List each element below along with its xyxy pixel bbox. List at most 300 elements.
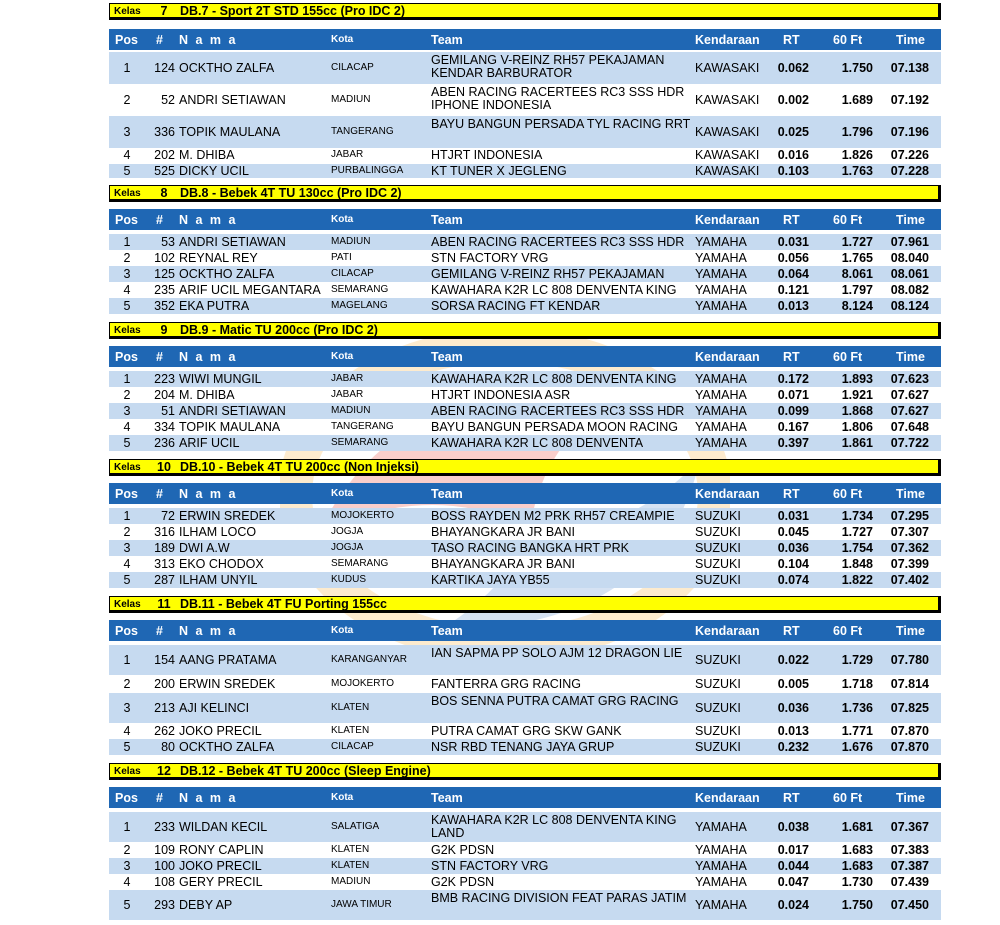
column-header-rt: RT	[783, 33, 800, 47]
cell-sixty: 8.124	[841, 299, 873, 313]
column-header-pos: Pos	[115, 213, 138, 227]
cell-team: ABEN RACING RACERTEES RC3 SSS HDR	[431, 404, 685, 418]
class-number: 7	[160, 4, 168, 18]
cell-no: 233	[154, 820, 175, 834]
column-header-time: Time	[896, 33, 925, 47]
cell-kota: KARANGANYAR	[331, 654, 407, 665]
cell-kota: CILACAP	[331, 62, 374, 73]
cell-name: M. DHIBA	[179, 148, 235, 162]
cell-kendaraan: SUZUKI	[695, 509, 741, 523]
cell-kota: JABAR	[331, 389, 364, 400]
column-header-sixty_ft: 60 Ft	[833, 624, 863, 638]
column-header-name: N a m a	[179, 350, 238, 364]
table-row	[109, 508, 941, 524]
cell-sixty: 1.822	[841, 573, 873, 587]
cell-pos: 5	[123, 436, 131, 450]
cell-kendaraan: YAMAHA	[695, 420, 747, 434]
cell-team: NSR RBD TENANG JAYA GRUP	[431, 740, 615, 754]
class-number: 8	[160, 186, 168, 200]
cell-rt: 0.022	[777, 653, 809, 667]
table-row	[109, 52, 941, 84]
cell-sixty: 1.765	[841, 251, 873, 265]
cell-kendaraan: YAMAHA	[695, 404, 747, 418]
cell-no: 334	[154, 420, 175, 434]
kelas-label: Kelas	[114, 599, 141, 610]
column-header-kota: Kota	[331, 351, 354, 362]
cell-time: 07.870	[890, 724, 929, 738]
class-title-bar	[109, 3, 941, 20]
cell-no: 223	[154, 372, 175, 386]
cell-team: BOS SENNA PUTRA CAMAT GRG RACING	[431, 694, 679, 708]
cell-kota: SEMARANG	[331, 284, 389, 295]
cell-name: AJI KELINCI	[179, 701, 250, 715]
cell-name: DICKY UCIL	[179, 164, 249, 178]
cell-kendaraan: SUZUKI	[695, 701, 741, 715]
cell-time: 07.307	[890, 525, 929, 539]
cell-team: HTJRT INDONESIA	[431, 148, 543, 162]
cell-pos: 2	[123, 388, 131, 402]
column-header-kendaraan: Kendaraan	[695, 791, 760, 805]
cell-rt: 0.071	[777, 388, 809, 402]
cell-kota: JABAR	[331, 373, 364, 384]
cell-kendaraan: SUZUKI	[695, 740, 741, 754]
column-header-name: N a m a	[179, 33, 238, 47]
cell-team: BOSS RAYDEN M2 PRK RH57 CREAMPIE	[431, 509, 675, 523]
class-title: DB.12 - Bebek 4T TU 200cc (Sleep Engine)	[180, 764, 431, 778]
cell-pos: 3	[123, 859, 131, 873]
cell-time: 07.226	[890, 148, 929, 162]
cell-time: 07.627	[890, 404, 929, 418]
class-title: DB.10 - Bebek 4T TU 200cc (Non Injeksi)	[180, 460, 419, 474]
cell-kota: CILACAP	[331, 741, 374, 752]
cell-time: 07.402	[890, 573, 929, 587]
cell-sixty: 1.689	[841, 93, 873, 107]
cell-rt: 0.104	[777, 557, 809, 571]
cell-time: 07.623	[890, 372, 929, 386]
cell-team: ABEN RACING RACERTEES RC3 SSS HDR	[431, 235, 685, 249]
class-title: DB.8 - Bebek 4T TU 130cc (Pro IDC 2)	[180, 186, 402, 200]
cell-team: KARTIKA JAYA YB55	[431, 573, 550, 587]
cell-rt: 0.025	[777, 125, 809, 139]
cell-pos: 2	[123, 251, 131, 265]
cell-kota: CILACAP	[331, 268, 374, 279]
cell-time: 07.439	[890, 875, 929, 889]
cell-name: EKO CHODOX	[179, 557, 264, 571]
column-header-pos: Pos	[115, 624, 138, 638]
kelas-label: Kelas	[114, 188, 141, 199]
column-header-kendaraan: Kendaraan	[695, 624, 760, 638]
column-header-rt: RT	[783, 487, 800, 501]
cell-kendaraan: SUZUKI	[695, 653, 741, 667]
column-header-name: N a m a	[179, 213, 238, 227]
column-header-sixty_ft: 60 Ft	[833, 487, 863, 501]
class-number: 10	[157, 460, 171, 474]
cell-name: JOKO PRECIL	[179, 724, 262, 738]
column-header-time: Time	[896, 350, 925, 364]
table-header	[109, 346, 941, 367]
column-header-rt: RT	[783, 624, 800, 638]
cell-team: BAYU BANGUN PERSADA MOON RACING	[431, 420, 679, 434]
cell-no: 287	[154, 573, 175, 587]
cell-kendaraan: YAMAHA	[695, 436, 747, 450]
cell-sixty: 1.730	[841, 875, 873, 889]
table-row	[109, 116, 941, 148]
cell-rt: 0.047	[777, 875, 809, 889]
cell-sixty: 1.750	[841, 61, 873, 75]
column-header-time: Time	[896, 213, 925, 227]
kelas-label: Kelas	[114, 462, 141, 473]
column-header-time: Time	[896, 791, 925, 805]
cell-name: ANDRI SETIAWAN	[179, 404, 286, 418]
cell-rt: 0.013	[777, 724, 809, 738]
cell-no: 352	[154, 299, 175, 313]
table-row	[109, 387, 941, 403]
cell-kendaraan: SUZUKI	[695, 525, 741, 539]
cell-kota: KLATEN	[331, 725, 370, 736]
cell-kota: SEMARANG	[331, 437, 389, 448]
cell-pos: 5	[123, 573, 131, 587]
column-header-name: N a m a	[179, 487, 238, 501]
cell-time: 07.627	[890, 388, 929, 402]
cell-time: 07.138	[890, 61, 929, 75]
cell-kota: MADIUN	[331, 876, 371, 887]
cell-team: KAWAHARA K2R LC 808 DENVENTA KING	[431, 372, 677, 386]
cell-pos: 4	[123, 724, 131, 738]
table-row	[109, 723, 941, 739]
cell-kendaraan: YAMAHA	[695, 875, 747, 889]
column-header-rt: RT	[783, 213, 800, 227]
cell-time: 07.450	[890, 898, 929, 912]
cell-rt: 0.016	[777, 148, 809, 162]
cell-pos: 4	[123, 420, 131, 434]
cell-kota: JAWA TIMUR	[331, 899, 392, 910]
cell-name: OCKTHO ZALFA	[179, 740, 275, 754]
cell-kendaraan: YAMAHA	[695, 372, 747, 386]
table-header	[109, 620, 941, 641]
cell-no: 213	[154, 701, 175, 715]
class-title: DB.7 - Sport 2T STD 155cc (Pro IDC 2)	[180, 4, 406, 18]
cell-sixty: 8.061	[841, 267, 873, 281]
cell-kendaraan: KAWASAKI	[695, 61, 760, 75]
cell-kendaraan: SUZUKI	[695, 541, 741, 555]
cell-time: 07.367	[890, 820, 929, 834]
column-header-team: Team	[431, 791, 463, 805]
table-row	[109, 842, 941, 858]
cell-kendaraan: YAMAHA	[695, 283, 747, 297]
table-row	[109, 371, 941, 387]
cell-rt: 0.099	[777, 404, 809, 418]
cell-name: M. DHIBA	[179, 388, 235, 402]
cell-kota: PURBALINGGA	[331, 165, 404, 176]
cell-team: SORSA RACING FT KENDAR	[431, 299, 601, 313]
column-header-kendaraan: Kendaraan	[695, 213, 760, 227]
cell-kota: JABAR	[331, 149, 364, 160]
cell-no: 336	[154, 125, 175, 139]
column-header-name: N a m a	[179, 791, 238, 805]
column-header-team: Team	[431, 487, 463, 501]
cell-pos: 2	[123, 677, 131, 691]
cell-no: 293	[154, 898, 175, 912]
cell-pos: 4	[123, 875, 131, 889]
table-row	[109, 282, 941, 298]
cell-kota: MADIUN	[331, 94, 371, 105]
cell-pos: 2	[123, 843, 131, 857]
cell-kendaraan: SUZUKI	[695, 557, 741, 571]
cell-pos: 4	[123, 557, 131, 571]
column-header-no: #	[156, 33, 163, 47]
cell-no: 100	[154, 859, 175, 873]
cell-pos: 2	[123, 525, 131, 539]
cell-kendaraan: YAMAHA	[695, 859, 747, 873]
cell-pos: 1	[123, 372, 131, 386]
cell-kota: PATI	[331, 252, 352, 263]
cell-rt: 0.232	[777, 740, 809, 754]
cell-no: 525	[154, 164, 175, 178]
cell-kota: KLATEN	[331, 844, 370, 855]
column-header-kendaraan: Kendaraan	[695, 33, 760, 47]
cell-kota: SALATIGA	[331, 821, 380, 832]
column-header-kota: Kota	[331, 34, 354, 45]
cell-kota: KUDUS	[331, 574, 367, 585]
table-row	[109, 266, 941, 282]
cell-no: 80	[161, 740, 175, 754]
cell-kota: MADIUN	[331, 405, 371, 416]
class-title-bar	[109, 322, 941, 339]
cell-pos: 5	[123, 740, 131, 754]
class-number: 11	[157, 597, 171, 611]
cell-name: OCKTHO ZALFA	[179, 267, 275, 281]
cell-time: 07.196	[890, 125, 929, 139]
cell-kendaraan: KAWASAKI	[695, 164, 760, 178]
cell-time: 08.040	[890, 251, 929, 265]
cell-time: 07.383	[890, 843, 929, 857]
cell-sixty: 1.750	[841, 898, 873, 912]
cell-name: EKA PUTRA	[179, 299, 250, 313]
cell-kendaraan: KAWASAKI	[695, 125, 760, 139]
cell-kendaraan: KAWASAKI	[695, 93, 760, 107]
cell-name: ILHAM LOCO	[179, 525, 257, 539]
class-title-bar	[109, 459, 941, 476]
cell-name: OCKTHO ZALFA	[179, 61, 275, 75]
table-header	[109, 483, 941, 504]
cell-team: KT TUNER X JEGLENG	[431, 164, 567, 178]
cell-kendaraan: SUZUKI	[695, 677, 741, 691]
cell-sixty: 1.754	[841, 541, 873, 555]
cell-rt: 0.062	[777, 61, 809, 75]
cell-sixty: 1.826	[841, 148, 873, 162]
cell-pos: 3	[123, 125, 131, 139]
cell-kota: TANGERANG	[331, 421, 394, 432]
column-header-pos: Pos	[115, 791, 138, 805]
cell-team: ABEN RACING RACERTEES RC3 SSS HDR IPHONE INDONESIA	[431, 85, 685, 112]
cell-pos: 5	[123, 299, 131, 313]
cell-time: 07.648	[890, 420, 929, 434]
cell-rt: 0.121	[777, 283, 809, 297]
cell-pos: 4	[123, 283, 131, 297]
column-header-pos: Pos	[115, 487, 138, 501]
cell-kendaraan: YAMAHA	[695, 388, 747, 402]
column-header-kota: Kota	[331, 488, 354, 499]
column-header-team: Team	[431, 350, 463, 364]
cell-kota: JOGJA	[331, 542, 364, 553]
cell-team: STN FACTORY VRG	[431, 251, 549, 265]
column-header-no: #	[156, 791, 163, 805]
cell-name: ANDRI SETIAWAN	[179, 93, 286, 107]
table-row	[109, 645, 941, 675]
table-row	[109, 890, 941, 920]
cell-team: BMB RACING DIVISION FEAT PARAS JATIM	[431, 891, 687, 905]
class-title: DB.11 - Bebek 4T FU Porting 155cc	[180, 597, 388, 611]
table-row	[109, 874, 941, 890]
cell-rt: 0.017	[777, 843, 809, 857]
cell-time: 08.124	[890, 299, 929, 313]
table-row	[109, 234, 941, 250]
cell-pos: 1	[123, 820, 131, 834]
cell-kendaraan: SUZUKI	[695, 573, 741, 587]
cell-time: 07.192	[890, 93, 929, 107]
column-header-no: #	[156, 350, 163, 364]
cell-rt: 0.103	[777, 164, 809, 178]
cell-kendaraan: YAMAHA	[695, 251, 747, 265]
cell-pos: 3	[123, 404, 131, 418]
table-row	[109, 435, 941, 451]
cell-name: DWI A.W	[179, 541, 230, 555]
cell-no: 236	[154, 436, 175, 450]
cell-kota: KLATEN	[331, 860, 370, 871]
class-title-bar	[109, 596, 941, 613]
cell-no: 313	[154, 557, 175, 571]
cell-rt: 0.044	[777, 859, 809, 873]
cell-kota: MADIUN	[331, 236, 371, 247]
cell-pos: 5	[123, 898, 131, 912]
column-header-sixty_ft: 60 Ft	[833, 33, 863, 47]
cell-sixty: 1.796	[841, 125, 873, 139]
cell-rt: 0.036	[777, 541, 809, 555]
cell-kendaraan: SUZUKI	[695, 724, 741, 738]
cell-no: 102	[154, 251, 175, 265]
cell-sixty: 1.868	[841, 404, 873, 418]
kelas-label: Kelas	[114, 325, 141, 336]
column-header-no: #	[156, 624, 163, 638]
cell-name: ARIF UCIL	[179, 436, 240, 450]
column-header-team: Team	[431, 213, 463, 227]
cell-sixty: 1.727	[841, 235, 873, 249]
cell-team: STN FACTORY VRG	[431, 859, 549, 873]
cell-team: G2K PDSN	[431, 875, 495, 889]
cell-kendaraan: YAMAHA	[695, 898, 747, 912]
column-header-kota: Kota	[331, 792, 354, 803]
cell-sixty: 1.861	[841, 436, 873, 450]
cell-pos: 1	[123, 653, 131, 667]
cell-time: 08.061	[890, 267, 929, 281]
cell-no: 108	[154, 875, 175, 889]
cell-name: WIWI MUNGIL	[179, 372, 262, 386]
cell-rt: 0.045	[777, 525, 809, 539]
cell-team: TASO RACING BANGKA HRT PRK	[431, 541, 629, 555]
cell-no: 109	[154, 843, 175, 857]
cell-name: RONY CAPLIN	[179, 843, 264, 857]
cell-sixty: 1.806	[841, 420, 873, 434]
cell-kota: JOGJA	[331, 526, 364, 537]
cell-time: 07.780	[890, 653, 929, 667]
cell-name: TOPIK MAULANA	[179, 125, 281, 139]
cell-no: 125	[154, 267, 175, 281]
table-row	[109, 524, 941, 540]
cell-kendaraan: YAMAHA	[695, 820, 747, 834]
table-row	[109, 298, 941, 314]
kelas-label: Kelas	[114, 766, 141, 777]
cell-name: TOPIK MAULANA	[179, 420, 281, 434]
cell-name: DEBY AP	[179, 898, 233, 912]
cell-no: 154	[154, 653, 175, 667]
column-header-time: Time	[896, 487, 925, 501]
cell-sixty: 1.718	[841, 677, 873, 691]
table-row	[109, 675, 941, 693]
table-row	[109, 540, 941, 556]
cell-time: 07.814	[890, 677, 929, 691]
column-header-rt: RT	[783, 350, 800, 364]
cell-team: KAWAHARA K2R LC 808 DENVENTA	[431, 436, 644, 450]
table-row	[109, 148, 941, 162]
cell-sixty: 1.683	[841, 859, 873, 873]
cell-kendaraan: KAWASAKI	[695, 148, 760, 162]
cell-sixty: 1.734	[841, 509, 873, 523]
cell-no: 72	[161, 509, 175, 523]
cell-time: 07.387	[890, 859, 929, 873]
cell-kendaraan: YAMAHA	[695, 235, 747, 249]
cell-no: 200	[154, 677, 175, 691]
cell-rt: 0.167	[777, 420, 809, 434]
cell-rt: 0.005	[777, 677, 809, 691]
cell-sixty: 1.729	[841, 653, 873, 667]
cell-time: 07.961	[890, 235, 929, 249]
cell-pos: 1	[123, 509, 131, 523]
cell-kota: KLATEN	[331, 702, 370, 713]
cell-rt: 0.036	[777, 701, 809, 715]
cell-sixty: 1.848	[841, 557, 873, 571]
column-header-sixty_ft: 60 Ft	[833, 791, 863, 805]
cell-no: 124	[154, 61, 175, 75]
cell-team: BAYU BANGUN PERSADA TYL RACING RRT	[431, 117, 691, 131]
cell-pos: 2	[123, 93, 131, 107]
table-header	[109, 209, 941, 230]
cell-sixty: 1.763	[841, 164, 873, 178]
cell-pos: 3	[123, 541, 131, 555]
cell-rt: 0.172	[777, 372, 809, 386]
column-header-kendaraan: Kendaraan	[695, 350, 760, 364]
cell-pos: 1	[123, 235, 131, 249]
cell-name: ANDRI SETIAWAN	[179, 235, 286, 249]
column-header-kendaraan: Kendaraan	[695, 487, 760, 501]
cell-name: ARIF UCIL MEGANTARA	[179, 283, 321, 297]
cell-team: BHAYANGKARA JR BANI	[431, 525, 576, 539]
cell-time: 07.228	[890, 164, 929, 178]
class-title: DB.9 - Matic TU 200cc (Pro IDC 2)	[180, 323, 378, 337]
cell-rt: 0.397	[777, 436, 809, 450]
cell-kendaraan: YAMAHA	[695, 267, 747, 281]
cell-sixty: 1.797	[841, 283, 873, 297]
column-header-pos: Pos	[115, 350, 138, 364]
column-header-name: N a m a	[179, 624, 238, 638]
cell-pos: 1	[123, 61, 131, 75]
table-row	[109, 250, 941, 266]
class-number: 9	[160, 323, 168, 337]
table-header	[109, 787, 941, 808]
column-header-sixty_ft: 60 Ft	[833, 350, 863, 364]
cell-rt: 0.038	[777, 820, 809, 834]
column-header-team: Team	[431, 624, 463, 638]
cell-kota: MOJOKERTO	[331, 678, 394, 689]
